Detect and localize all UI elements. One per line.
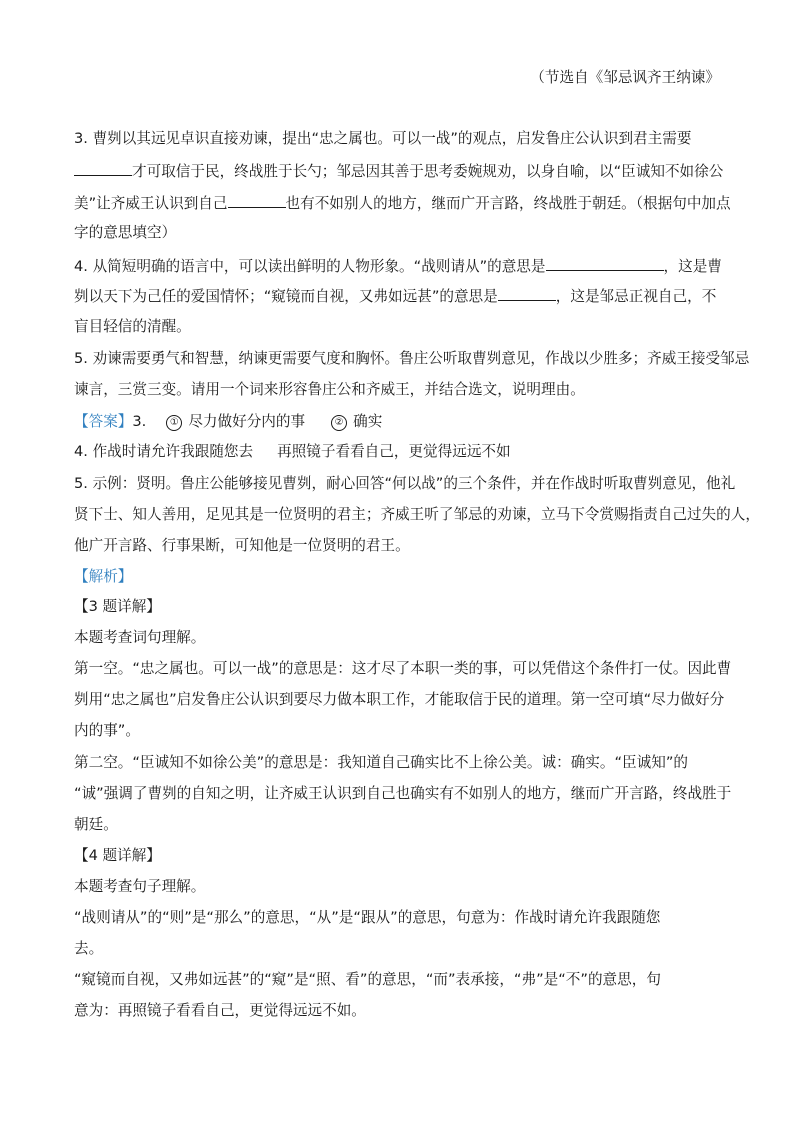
- analysis-3-para-4: 第二空。“臣诚知不如徐公美”的意思是：我知道自己确实比不上徐公美。诚：确实。“臣诚知”的: [74, 754, 688, 771]
- analysis-3-para-6: 朝廷。: [74, 816, 118, 833]
- question-5-line-1: 5. 劝谏需要勇气和智慧，纳谏更需要气度和胸怀。鲁庄公听取曹刿意见，作战以少胜多；齐威王接受邹忌: [74, 350, 750, 367]
- fill-blank-2[interactable]: [228, 193, 286, 208]
- question-5-line-2: 谏言，三赏三变。请用一个词来形容鲁庄公和齐威王，并结合选文，说明理由。: [74, 381, 585, 398]
- analysis-4-para-0: 本题考查句子理解。: [74, 878, 206, 895]
- analysis-3-para-3: 内的事”。: [74, 722, 140, 739]
- source-citation: （节选自《邹忌讽齐王纳谏》: [530, 69, 720, 86]
- analysis-heading-4: 【4 题详解】: [74, 847, 161, 864]
- fill-blank-4[interactable]: [498, 286, 556, 301]
- circled-two: ②: [331, 415, 347, 431]
- fill-blank-1[interactable]: [74, 161, 132, 176]
- analysis-3-para-5: “诚”强调了曹刿的自知之明，让齐威王认识到自己也确实有不如别人的地方，继而广开言路，终战胜于: [74, 785, 732, 802]
- question-3-line-2: 才可取信于民，终战胜于长勺；邹忌因其善于思考委婉规劝，以身自喻，以“臣诚知不如徐公: [74, 161, 723, 182]
- question-4-line-2: 刿以天下为己任的爱国情怀；“窥镜而自视，又弗如远甚”的意思是 ，这是邹忌正视自己，不: [74, 288, 717, 305]
- question-3-line-3: 美”让齐威王认识到自己 也有不如别人的地方，继而广开言路，终战胜于朝廷。（根据句中加点: [74, 195, 731, 212]
- analysis-heading-3: 【3 题详解】: [74, 598, 161, 615]
- analysis-4-para-4: 意为：再照镜子看看自己，更觉得远远不如。: [74, 1002, 366, 1019]
- fill-blank-3[interactable]: [546, 256, 664, 271]
- analysis-4-para-1: “战则请从”的“则”是“那么”的意思，“从”是“跟从”的意思，句意为：作战时请允许我跟随您: [74, 909, 661, 926]
- question-4-line-1: 4. 从简短明确的语言中，可以读出鲜明的人物形象。“战则请从”的意思是 ，这是曹: [74, 258, 722, 275]
- analysis-3-para-0: 本题考查词句理解。: [74, 629, 206, 646]
- question-3-line-1: 3. 曹刿以其远见卓识直接劝谏，提出“忠之属也。可以一战”的观点，启发鲁庄公认识到君主需要: [74, 130, 692, 147]
- analysis-4-para-3: “窥镜而自视，又弗如远甚”的“窥”是“照、看”的意思，“而”表承接，“弗”是“不”的意思，句: [74, 971, 661, 988]
- answer-line-5-3: 他广开言路、行事果断，可知他是一位贤明的君王。: [74, 537, 410, 554]
- question-3-line-4: 字的意思填空）: [74, 224, 177, 241]
- question-4-line-3: 盲目轻信的清醒。: [74, 318, 191, 335]
- analysis-4-para-2: 去。: [74, 940, 104, 957]
- answer-line-4: 4. 作战时请允许我跟随您去 再照镜子看看自己，更觉得远远不如: [74, 443, 511, 460]
- analysis-3-para-2: 刿用“忠之属也”启发鲁庄公认识到要尽力做本职工作，才能取信于民的道理。第一空可填“尽力做好分: [74, 691, 725, 708]
- analysis-3-para-1: 第一空。“忠之属也。可以一战”的意思是：这才尽了本职一类的事，可以凭借这个条件打一仗。因此曹: [74, 660, 732, 677]
- answer-line-3: 【答案】3. ① 尽力做好分内的事 ② 确实: [74, 413, 383, 430]
- circled-one: ①: [166, 415, 182, 431]
- analysis-tag: 【解析】: [74, 568, 133, 585]
- answer-tag: 【答案】: [74, 413, 133, 430]
- answer-line-5-1: 5. 示例：贤明。鲁庄公能够接见曹刿，耐心回答“何以战”的三个条件，并在作战时听取曹刿意见，他礼: [74, 475, 736, 492]
- answer-line-5-2: 贤下士、知人善用，足见其是一位贤明的君主；齐威王听了邹忌的劝谏，立马下令赏赐指责自己过失的人，: [74, 506, 760, 523]
